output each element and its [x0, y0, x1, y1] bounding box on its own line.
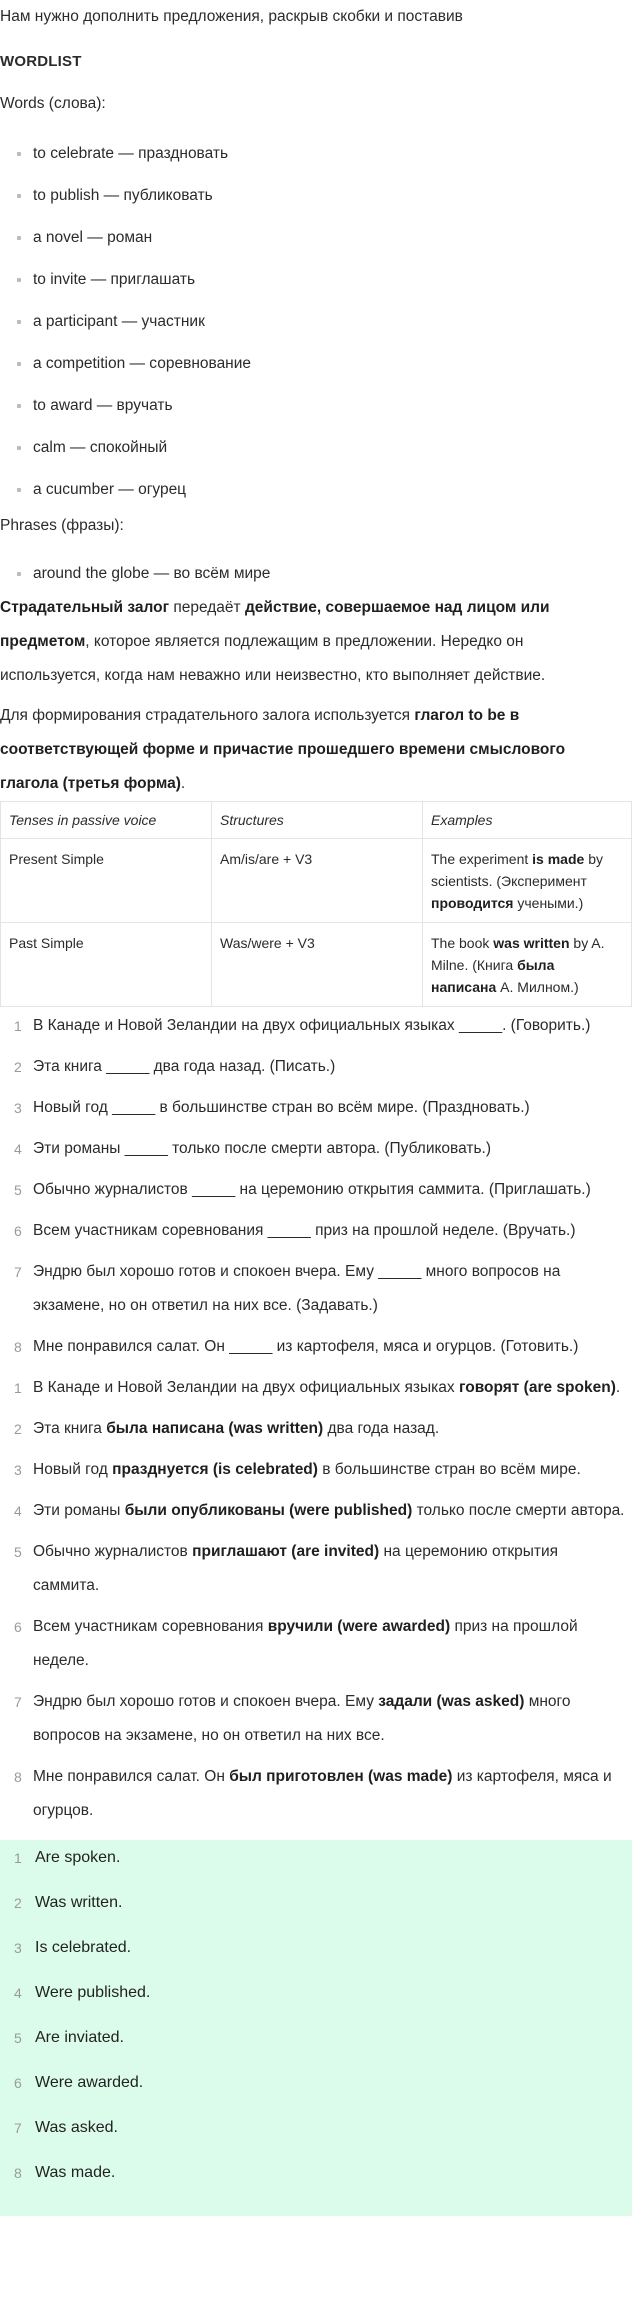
list-item-label: calm — спокойный — [33, 439, 168, 456]
bold-text: проводится — [431, 895, 514, 911]
answer-item — [0, 1891, 632, 1936]
answer-text: Are inviated. — [35, 2029, 124, 2046]
exercise-number: 6 — [14, 1223, 22, 1239]
text-segment: учеными.) — [513, 895, 584, 911]
list-item-label: to publish — публиковать — [33, 187, 213, 204]
bold-text: is made — [532, 851, 585, 867]
list-item-label: a competition — соревнование — [33, 355, 252, 372]
solution-list — [0, 1371, 632, 1828]
words-list — [0, 144, 632, 522]
solution-text — [33, 1685, 632, 1753]
exercise-item — [0, 1132, 632, 1166]
solution-number: 3 — [14, 1462, 22, 1478]
text-segment: передаёт — [169, 599, 245, 616]
exercise-text: Новый год _____ в большинстве стран во всём мире. (Праздновать.) — [33, 1099, 530, 1116]
exercise-number: 2 — [14, 1059, 22, 1075]
exercise-number: 5 — [14, 1182, 22, 1198]
words-heading: Words (слова): — [0, 95, 106, 112]
answer-number: 2 — [14, 1895, 22, 1911]
text-segment: . — [615, 1379, 621, 1396]
bold-text: была написана (was written) — [106, 1420, 324, 1437]
exercise-item — [0, 1214, 632, 1248]
text-segment: Эндрю был хорошо готов и спокоен вчера. Ему — [33, 1693, 379, 1710]
list-item — [0, 480, 632, 522]
passive-voice-formation — [0, 699, 600, 801]
bullet-icon — [17, 488, 21, 492]
example-cell — [423, 923, 632, 1007]
answer-item — [0, 2116, 632, 2161]
exercise-text: Эндрю был хорошо готов и спокоен вчера. Ему _____ много вопросов на экзамене, но он ответил на них все. (Задавать.) — [33, 1263, 561, 1314]
text-segment: Эта книга — [33, 1420, 107, 1437]
text-segment: два года назад. — [323, 1420, 440, 1437]
text-segment: только после смерти автора. — [412, 1502, 625, 1519]
exercise-text: Всем участникам соревнования _____ приз на прошлой неделе. (Вручать.) — [33, 1222, 576, 1239]
exercise-text: Эта книга _____ два года назад. (Писать.) — [33, 1058, 336, 1075]
solution-number: 6 — [14, 1619, 22, 1635]
solution-text — [33, 1453, 632, 1487]
solution-item — [0, 1371, 632, 1405]
solution-number: 7 — [14, 1694, 22, 1710]
structure-cell: Am/is/are + V3 — [212, 839, 423, 923]
exercise-text: В Канаде и Новой Зеландии на двух официальных языках _____. (Говорить.) — [33, 1017, 591, 1034]
exercise-item — [0, 1091, 632, 1125]
text-segment: . — [180, 775, 186, 792]
list-item-label: a novel — роман — [33, 229, 153, 246]
answer-text: Are spoken. — [35, 1849, 121, 1866]
solution-number: 4 — [14, 1503, 22, 1519]
text-segment: приз на прошлой неделе. — [33, 1618, 578, 1669]
answer-number: 8 — [14, 2165, 22, 2181]
answer-item — [0, 2161, 632, 2206]
answer-text: Was asked. — [35, 2119, 118, 2136]
list-item-label: a participant — участник — [33, 313, 205, 330]
tenses-table — [0, 801, 632, 1007]
bullet-icon — [17, 404, 21, 408]
exercise-number: 1 — [14, 1018, 22, 1034]
bold-text: задали (was asked) — [378, 1693, 525, 1710]
list-item — [0, 396, 632, 438]
exercise-item — [0, 1330, 632, 1364]
bullet-icon — [17, 572, 21, 576]
answer-number: 6 — [14, 2075, 22, 2091]
table-row — [1, 839, 632, 923]
table-row — [1, 923, 632, 1007]
answer-item — [0, 2026, 632, 2071]
answer-number: 5 — [14, 2030, 22, 2046]
list-item-label: to award — вручать — [33, 397, 173, 414]
answer-number: 3 — [14, 1940, 22, 1956]
list-item-label: around the globe — во всём мире — [33, 565, 271, 582]
text-segment: Эти романы — [33, 1502, 125, 1519]
list-item — [0, 270, 632, 312]
exercise-text: Эти романы _____ только после смерти автора. (Публиковать.) — [33, 1140, 492, 1157]
passive-voice-definition — [0, 591, 600, 693]
bold-text: приглашают (are invited) — [192, 1543, 380, 1560]
solution-text — [33, 1412, 632, 1446]
solution-item — [0, 1453, 632, 1487]
list-item — [0, 144, 632, 186]
answer-number: 1 — [14, 1850, 22, 1866]
exercise-number: 4 — [14, 1141, 22, 1157]
answer-text: Was made. — [35, 2164, 116, 2181]
exercise-number: 7 — [14, 1264, 22, 1280]
bullet-icon — [17, 362, 21, 366]
bullet-icon — [17, 278, 21, 282]
text-segment: из картофеля, мяса и огурцов. — [33, 1768, 612, 1819]
text-segment: The experiment — [431, 851, 533, 867]
list-item — [0, 564, 632, 584]
intro-text: Нам нужно дополнить предложения, раскрыв скобки и поставив — [0, 8, 463, 25]
text-segment: Всем участникам соревнования — [33, 1618, 268, 1635]
solution-text — [33, 1494, 632, 1528]
text-segment: by A. Milne. (Книга — [431, 935, 605, 973]
solution-number: 5 — [14, 1544, 22, 1560]
solution-item — [0, 1494, 632, 1528]
bold-text: действие, совершаемое над лицом или предметом — [0, 599, 550, 650]
text-segment: , которое является подлежащим в предложении. Нередко он используется, когда нам неважно или неизвестно, кто выполняет действие. — [0, 633, 546, 684]
solution-text — [33, 1760, 632, 1828]
list-item — [0, 312, 632, 354]
exercise-item — [0, 1009, 632, 1043]
exercise-text: Мне понравился салат. Он _____ из картофеля, мяса и огурцов. (Готовить.) — [33, 1338, 579, 1355]
answer-item — [0, 2071, 632, 2116]
bold-text: были опубликованы (were published) — [124, 1502, 413, 1519]
bullet-icon — [17, 236, 21, 240]
bold-text: празднуется (is celebrated) — [112, 1461, 318, 1478]
phrases-heading: Phrases (фразы): — [0, 517, 124, 534]
solution-item — [0, 1685, 632, 1753]
bold-text: был приготовлен (was made) — [229, 1768, 453, 1785]
list-item-label: to invite — приглашать — [33, 271, 196, 288]
list-item-label: to celebrate — праздновать — [33, 145, 229, 162]
example-cell — [423, 839, 632, 923]
bullet-icon — [17, 194, 21, 198]
bold-text: была написана — [431, 957, 555, 995]
answer-number: 7 — [14, 2120, 22, 2136]
solution-number: 1 — [14, 1380, 22, 1396]
structure-cell: Was/were + V3 — [212, 923, 423, 1007]
header-structures: Structures — [212, 802, 423, 839]
text-segment: много вопросов на экзамене, но он ответил на них все. — [33, 1693, 571, 1744]
text-segment: by scientists. (Эксперимент — [431, 851, 603, 889]
exercise-number: 8 — [14, 1339, 22, 1355]
solution-text — [33, 1371, 632, 1405]
solution-item — [0, 1412, 632, 1446]
solution-text — [33, 1535, 632, 1603]
wordlist-title: WORDLIST — [0, 53, 82, 70]
exercise-list — [0, 1009, 632, 1364]
bold-text: вручили (were awarded) — [267, 1618, 451, 1635]
text-segment: на церемонию открытия саммита. — [33, 1543, 559, 1594]
text-segment: Обычно журналистов — [33, 1543, 193, 1560]
bullet-icon — [17, 152, 21, 156]
bold-text: глагол to be в соответствующей форме и причастие прошедшего времени смыслового глагола (третья форма) — [0, 707, 566, 792]
answer-item — [0, 1981, 632, 2026]
answer-text: Were awarded. — [35, 2074, 144, 2091]
text-segment: The book — [431, 935, 494, 951]
list-item — [0, 438, 632, 480]
phrases-list — [0, 564, 632, 584]
solution-number: 2 — [14, 1421, 22, 1437]
solution-number: 8 — [14, 1769, 22, 1785]
bold-text: говорят (are spoken) — [458, 1379, 616, 1396]
header-tenses: Tenses in passive voice — [1, 802, 212, 839]
bullet-icon — [17, 446, 21, 450]
bold-text: Страдательный залог — [0, 599, 170, 616]
list-item — [0, 228, 632, 270]
exercise-item — [0, 1173, 632, 1207]
text-segment: Для формирования страдательного залога используется — [0, 707, 415, 724]
text-segment: А. Милном.) — [496, 979, 579, 995]
answer-text: Were published. — [35, 1984, 151, 2001]
answer-item — [0, 1936, 632, 1981]
tense-cell: Present Simple — [1, 839, 212, 923]
header-examples: Examples — [423, 802, 632, 839]
list-item-label: a cucumber — огурец — [33, 481, 187, 498]
exercise-number: 3 — [14, 1100, 22, 1116]
tense-cell: Past Simple — [1, 923, 212, 1007]
bold-text: was written — [493, 935, 570, 951]
bullet-icon — [17, 320, 21, 324]
table-header-row — [1, 802, 632, 839]
answers-panel — [0, 1840, 632, 2216]
answer-number: 4 — [14, 1985, 22, 2001]
answer-text: Is celebrated. — [35, 1939, 132, 1956]
exercise-item — [0, 1255, 632, 1323]
solution-item — [0, 1760, 632, 1828]
answer-item — [0, 1846, 632, 1891]
exercise-text: Обычно журналистов _____ на церемонию открытия саммита. (Приглашать.) — [33, 1181, 591, 1198]
exercise-item — [0, 1050, 632, 1084]
answer-text: Was written. — [35, 1894, 123, 1911]
text-segment: В Канаде и Новой Зеландии на двух официальных языках — [33, 1379, 459, 1396]
text-segment: в большинстве стран во всём мире. — [317, 1461, 581, 1478]
solution-item — [0, 1535, 632, 1603]
text-segment: Мне понравился салат. Он — [33, 1768, 230, 1785]
text-segment: Новый год — [33, 1461, 113, 1478]
list-item — [0, 354, 632, 396]
solution-text — [33, 1610, 632, 1678]
list-item — [0, 186, 632, 228]
solution-item — [0, 1610, 632, 1678]
